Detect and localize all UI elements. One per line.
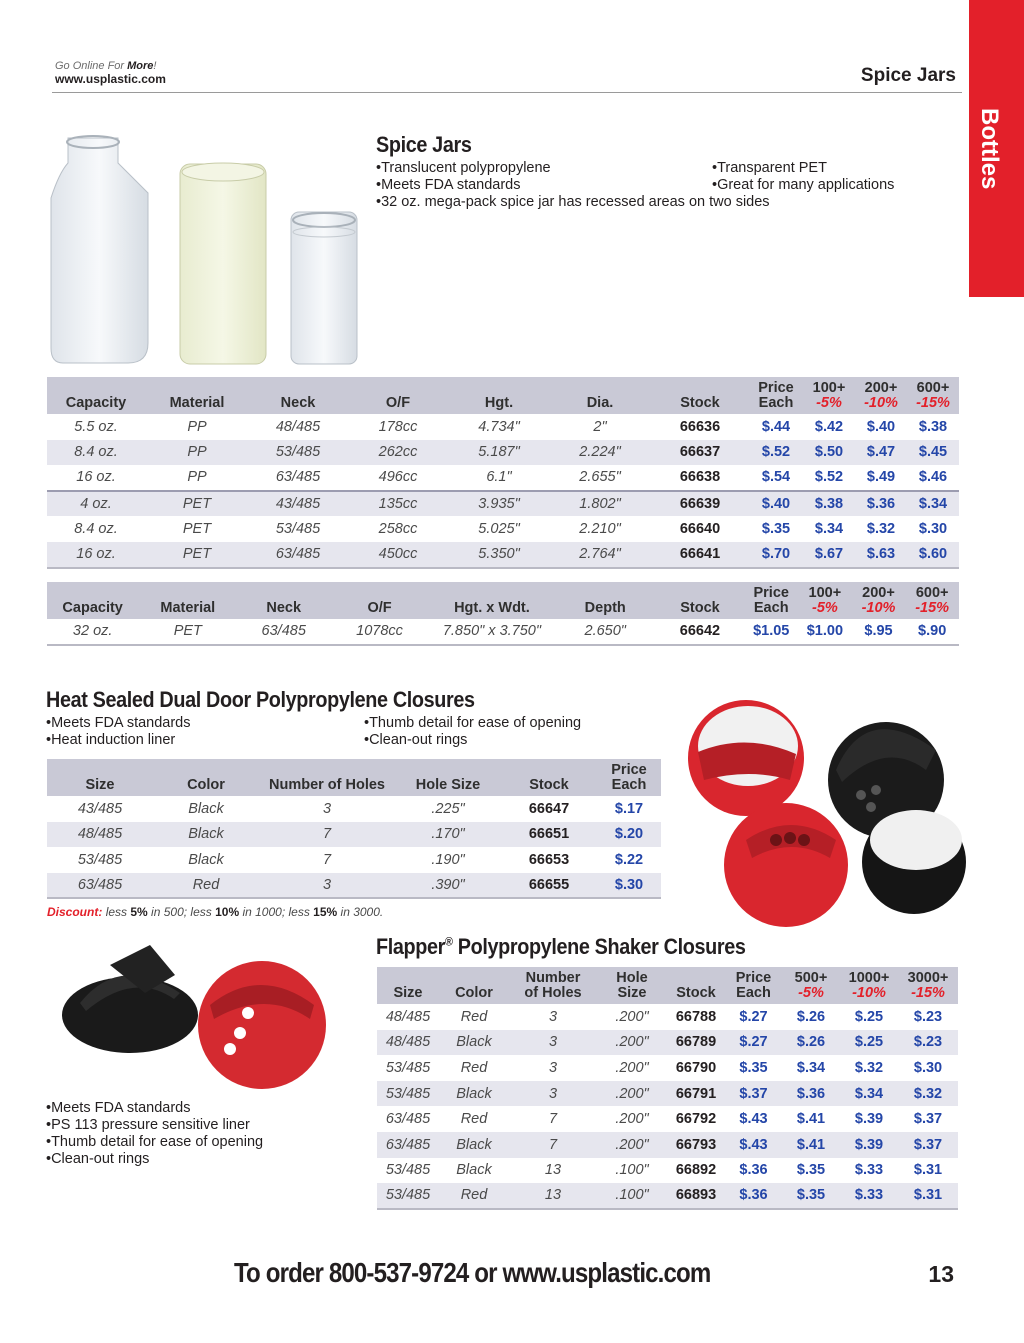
table-row [47,516,959,542]
price-cell: $.52 [814,469,844,486]
order-contact-footer: To order 800-537-9724 or www.usplastic.com [234,1257,711,1288]
table-cell: Black [456,1085,492,1102]
stock-number: 66892 [675,1162,717,1179]
price-cell: $.43 [739,1111,768,1128]
price-cell: $.25 [854,1008,884,1025]
table-cell: 53/485 [377,1183,439,1209]
stock-number: 66655 [501,873,597,899]
table-cell: Red [460,1111,488,1128]
table-cell: 7.850" x 3.750" [429,619,555,645]
table-row [47,847,661,873]
table-cell: 3 [548,1059,558,1076]
table-row [377,1004,958,1030]
table-cell: PET [145,491,249,517]
table-cell: 3 [548,1034,558,1051]
price-cell: $.52 [761,444,791,461]
stock-number: 66653 [528,851,570,868]
header-tagline: Go Online For More! www.usplastic.com [55,60,166,86]
table-cell: 262cc [378,444,418,461]
stock-number: 66639 [651,491,749,517]
table-cell: 63/485 [275,469,321,486]
price-cell: $.41 [796,1111,826,1128]
price-cell: $.32 [913,1085,943,1102]
price-cell: $.35 [782,1183,840,1209]
table-row [47,873,661,899]
spice-jars-image [48,128,368,368]
table-cell: Black [456,1162,492,1179]
page-number: 13 [928,1261,954,1287]
table-cell: PP [187,418,207,435]
table-cell: 53/485 [385,1162,431,1179]
table-cell: 63/485 [47,873,153,899]
table-cell: 1078cc [330,619,429,645]
price-cell: $.37 [739,1085,768,1102]
table-row [47,465,959,491]
table-cell: 4 oz. [47,491,145,517]
table-cell: .390" [395,873,501,899]
stock-number: 66637 [679,444,721,461]
price-cell: $1.00 [798,619,852,645]
table-row [47,491,959,517]
price-cell: $.36 [855,491,907,517]
price-cell: $.50 [814,444,844,461]
price-cell: $.54 [761,469,791,486]
table-cell: Black [188,800,224,817]
table-cell: Black [456,1136,492,1153]
table-cell: .200" [615,1008,649,1025]
table-cell: 4.734" [478,418,520,435]
price-cell: $.36 [796,1085,826,1102]
price-cell: $.34 [814,521,844,538]
price-cell: $.40 [866,418,896,435]
spice-jars-title: Spice Jars [376,132,472,157]
price-cell: $.42 [814,418,844,435]
mega-pack-table: Capacity Material Neck O/F Hgt. x Wdt. Depth Stock Price Each 100+ -5% 200+ -10% 600+ -15% 32 oz. PET 63/485 1078cc 7.850" x 3.750" 2.650" 66642 $1.05 $1.00 $.95 $.90 [47,582,959,646]
table-cell: 2.650" [555,619,656,645]
price-cell: $.36 [725,1183,782,1209]
table-cell: 53/485 [77,851,123,868]
table-cell: PP [187,444,207,461]
table-cell: 3 [259,873,395,899]
table-cell: Red [439,1183,509,1209]
table-row [377,1106,958,1132]
table-cell: 63/485 [385,1136,431,1153]
table-cell: PET [145,542,249,568]
table-cell: 48/485 [77,826,123,843]
stock-number: 66893 [667,1183,725,1209]
table-cell: .225" [431,800,465,817]
price-cell: $.47 [866,444,896,461]
price-cell: $.36 [739,1162,768,1179]
table-row [377,1158,958,1184]
header-divider [52,92,962,93]
price-cell: $.34 [854,1085,884,1102]
price-cell: $.30 [913,1059,943,1076]
stock-number: 66788 [675,1008,717,1025]
price-cell: $.39 [854,1111,884,1128]
website-link[interactable]: www.usplastic.com [55,72,166,86]
price-cell: $.63 [855,542,907,568]
table-cell: 496cc [378,469,418,486]
table-cell: 2.764" [549,542,651,568]
price-cell: $.33 [854,1162,884,1179]
price-cell: $.34 [796,1059,826,1076]
price-cell: $.67 [803,542,855,568]
table-cell: 2.224" [579,444,621,461]
spice-jars-table: Capacity Material Neck O/F Hgt. Dia. Stock Price Each 100+ -5% 200+ -10% 600+ -15% 5.5 oz. PP 48/485 178cc 4.734" 2" 66636 $.44 $.42 $.40 $.38 8.4 oz. PP 53/485 262cc 5.187" 2.224" 66637 $.52 $.50 $.47 $.45 16 oz. PP 63/485 496cc 6.1" 2.655" 66638 $.54 $.52 $.49 $.46 4 oz. PET 43/485 135cc 3.935" 1.802" 66639 $.40 $.38 $.36 $.34 8.4 oz. PET 53/485 258cc 5.025" 2.210" 66640 $.35 $.34 $.32 $.30 16 oz. PET 63/485 450cc 5.350" 2.764" 66641 $.70 $.67 $.63 $.60 [47,377,959,569]
price-cell: $.30 [918,521,948,538]
table-row [377,1055,958,1081]
price-cell: $.43 [739,1136,768,1153]
table-cell: 16 oz. [76,469,116,486]
table-cell: 3 [548,1085,558,1102]
table-cell: 48/485 [385,1008,431,1025]
spice-jars-features-right: • Transparent PET • Great for many applications [712,160,894,194]
price-cell: $.27 [739,1008,768,1025]
table-row [377,1132,958,1158]
price-cell: $.35 [761,521,791,538]
table-cell: 53/485 [275,444,321,461]
table-cell: 178cc [378,418,418,435]
table-cell: 8.4 oz. [74,444,118,461]
table-cell: 63/485 [249,542,347,568]
table-cell: 53/485 [385,1059,431,1076]
stock-number: 66640 [679,521,721,538]
table-row [47,542,959,568]
table-cell: 53/485 [275,521,321,538]
stock-number: 66651 [528,826,570,843]
table-cell: Red [460,1059,488,1076]
table-row [47,414,959,440]
price-cell: $.23 [913,1034,943,1051]
price-cell: $.40 [749,491,803,517]
table-cell: .200" [615,1111,649,1128]
dual-door-features-right: • Thumb detail for ease of opening • Clean-out rings [364,715,581,749]
table-cell: .200" [615,1059,649,1076]
table-cell: Red [153,873,259,899]
dual-door-closures-image [676,690,968,928]
flapper-table: Size Color Number of Holes Hole Size Stock Price Each 500+ -5% 1000+ -10% 3000+ -15% 48/485 Red 3 .200" 66788 $.27 $.26 $.25 $.23 48/485 Black 3 .200" 66789 $.27 $.26 $.25 $.23 53/485 Red 3 .200" 66790 $.35 $.34 $.32 $.30 53/485 Black 3 .200" 66791 $.37 $.36 $.34 $.32 63/485 Red 7 .200" 66792 $.43 $.41 $.39 $.37 63/485 Black 7 .200" 66793 $.43 $.41 $.39 $.37 53/485 Black 13 .100" 66892 $.36 $.35 $.33 $.31 53/485 Red 13 .100" 66893 $.36 $.35 $.33 $.31 [377,967,958,1210]
section-title: Spice Jars [860,65,956,86]
table-cell: .190" [431,851,465,868]
table-cell: 48/485 [275,418,321,435]
table-cell: 32 oz. [47,619,138,645]
price-cell: $.31 [913,1162,943,1179]
table-cell: 53/485 [385,1085,431,1102]
price-cell: $.49 [866,469,896,486]
table-cell: PET [138,619,237,645]
table-cell: Black [188,826,224,843]
price-cell: $.45 [918,444,948,461]
table-cell: 7 [548,1111,558,1128]
table-cell: 3 [548,1008,558,1025]
price-cell: $.30 [597,873,661,899]
table-cell: 63/485 [237,619,330,645]
stock-number: 66793 [675,1136,717,1153]
table-cell: 5.5 oz. [74,418,118,435]
table-cell: PET [182,521,212,538]
price-cell: $.37 [913,1136,943,1153]
table-cell: 13 [544,1162,562,1179]
table-cell: .170" [431,826,465,843]
stock-number: 66789 [675,1034,717,1051]
table-cell: 258cc [378,521,418,538]
table-cell: .100" [597,1183,667,1209]
table-cell: 2" [593,418,607,435]
price-cell: $.41 [796,1136,826,1153]
price-cell: $.20 [614,826,644,843]
table-row [47,619,959,645]
table-cell: .200" [615,1085,649,1102]
price-cell: $1.05 [744,619,798,645]
table-cell: 7 [548,1136,558,1153]
spice-jars-features-left: • Translucent polypropylene • Meets FDA standards • 32 oz. mega-pack spice jar has recessed areas on two sides [376,160,770,211]
table-cell: 5.025" [478,521,520,538]
table-cell: PP [187,469,207,486]
price-cell: $.90 [905,619,959,645]
table-row [377,1183,958,1209]
table-cell: 3.935" [449,491,549,517]
stock-number: 66642 [656,619,745,645]
dual-door-title: Heat Sealed Dual Door Polypropylene Closures [46,687,475,712]
table-cell: .200" [615,1136,649,1153]
price-cell: $.33 [840,1183,898,1209]
table-cell: 450cc [347,542,449,568]
price-cell: $.34 [907,491,959,517]
table-cell: 63/485 [385,1111,431,1128]
volume-discount-note: Discount: less 5% in 500; less 10% in 1000; less 15% in 3000. [47,905,384,919]
price-cell: $.27 [739,1034,768,1051]
table-cell: 16 oz. [47,542,145,568]
table-row [47,822,661,848]
price-cell: $.60 [907,542,959,568]
stock-number: 66790 [675,1059,717,1076]
price-cell: $.17 [614,800,644,817]
price-cell: $.26 [796,1034,826,1051]
flapper-features: • Meets FDA standards • PS 113 pressure sensitive liner • Thumb detail for ease of opening • Clean-out rings [46,1100,263,1168]
table-row [377,1081,958,1107]
table-cell: .200" [615,1034,649,1051]
table-cell: 13 [509,1183,597,1209]
table-cell: 3 [322,800,332,817]
price-cell: $.37 [913,1111,943,1128]
price-cell: $.44 [761,418,791,435]
table-cell: Red [460,1008,488,1025]
table-cell: 2.655" [579,469,621,486]
price-cell: $.22 [614,851,644,868]
table-cell: 7 [322,851,332,868]
table-cell: 5.187" [478,444,520,461]
price-cell: $.95 [852,619,906,645]
table-cell: Black [188,851,224,868]
flapper-closures-image [50,935,340,1105]
table-cell: 43/485 [249,491,347,517]
flapper-title: Flapper® Polypropylene Shaker Closures [376,934,746,959]
table-cell: 8.4 oz. [74,521,118,538]
price-cell: $.23 [913,1008,943,1025]
table-cell: 135cc [347,491,449,517]
category-tab: Bottles [969,0,1024,297]
table-cell: 7 [322,826,332,843]
table-cell: Black [456,1034,492,1051]
price-cell: $.39 [854,1136,884,1153]
price-cell: $.35 [796,1162,826,1179]
stock-number: 66791 [675,1085,717,1102]
table-row [377,1030,958,1056]
stock-number: 66636 [679,418,721,435]
stock-number: 66647 [528,800,570,817]
price-cell: $.35 [739,1059,768,1076]
price-cell: $.26 [796,1008,826,1025]
dual-door-features-left: • Meets FDA standards • Heat induction liner [46,715,191,749]
price-cell: $.32 [854,1059,884,1076]
price-cell: $.70 [749,542,803,568]
price-cell: $.46 [918,469,948,486]
stock-number: 66641 [651,542,749,568]
stock-number: 66638 [679,469,721,486]
table-row [47,440,959,466]
price-cell: $.38 [803,491,855,517]
table-cell: .100" [615,1162,649,1179]
table-cell: 2.210" [579,521,621,538]
price-cell: $.31 [898,1183,958,1209]
table-cell: 43/485 [77,800,123,817]
table-cell: 5.350" [449,542,549,568]
table-cell: 48/485 [385,1034,431,1051]
dual-door-table: Size Color Number of Holes Hole Size Stock Price Each 43/485 Black 3 .225" 66647 $.17 48/485 Black 7 .170" 66651 $.20 53/485 Black 7 .190" 66653 $.22 63/485 Red 3 .390" 66655 $.30 [47,759,661,899]
stock-number: 66792 [675,1111,717,1128]
table-cell: 1.802" [549,491,651,517]
price-cell: $.38 [918,418,948,435]
price-cell: $.32 [866,521,896,538]
table-row [47,796,661,822]
table-cell: 6.1" [486,469,512,486]
price-cell: $.25 [854,1034,884,1051]
